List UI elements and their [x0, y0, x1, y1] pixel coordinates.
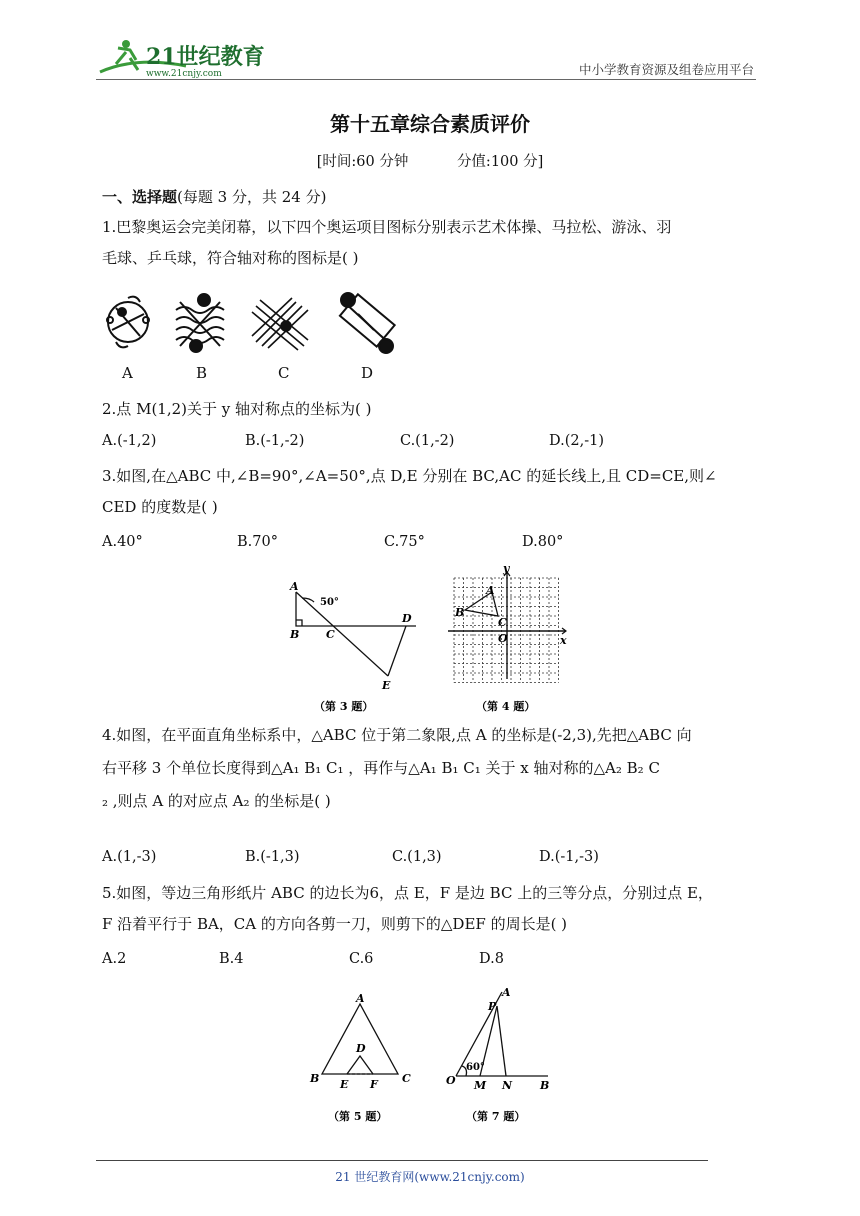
- q5-option-c: C.6: [349, 951, 374, 967]
- fig3-label-b: B: [290, 628, 300, 641]
- fig4-label-o: O: [498, 632, 508, 645]
- gymnastics-icon: [107, 297, 149, 348]
- q1-line2: 毛球、乒乓球，符合轴对称的图标是( ): [102, 249, 359, 267]
- q5-option-a: A.2: [102, 951, 127, 967]
- q4-option-a: A.(1,-3): [102, 849, 157, 865]
- q2-option-b: B.(-1,-2): [245, 433, 305, 449]
- fig5-label-d: D: [356, 1042, 366, 1055]
- q1-label-c: C: [278, 364, 290, 382]
- q3-line1: 3.如图,在△ABC 中,∠B=90°,∠A=50°,点 D,E 分别在 BC,AC 的延长线上,且 CD=CE,则∠: [102, 467, 717, 485]
- fig7-label-p: P: [488, 1000, 497, 1013]
- q4-option-b: B.(-1,3): [245, 849, 300, 865]
- q3-line2: CED 的度数是( ): [102, 498, 218, 516]
- logo-text: 21世纪教育: [146, 44, 265, 70]
- fig5-label-b: B: [310, 1072, 320, 1085]
- q5-line1: 5.如图，等边三角形纸片 ABC 的边长为6，点 E，F 是边 BC 上的三等分点，分别过点 E，: [102, 884, 713, 902]
- fig3-label-a: A: [290, 580, 299, 593]
- fig4-label-x: x: [560, 634, 567, 647]
- q2-option-d: D.(2,-1): [549, 433, 604, 449]
- q5-option-b: B.4: [219, 951, 244, 967]
- question-5: [102, 878, 760, 940]
- q1-label-a: A: [122, 364, 133, 382]
- fig5-caption: （第 5 题）: [328, 1110, 388, 1123]
- q5-option-d: D.8: [479, 951, 504, 967]
- q4-option-d: D.(-1,-3): [539, 849, 599, 865]
- section-note: (每题 3 分，共 24 分): [177, 188, 327, 206]
- q4-line2: 右平移 3 个单位长度得到△A₁ B₁ C₁ ，再作与△A₁ B₁ C₁ 关于 x 轴对称的△A₂ B₂ C: [102, 759, 660, 777]
- header-divider: [96, 79, 756, 80]
- fig4-label-b: B: [455, 606, 465, 619]
- header-platform-text: 中小学教育资源及组卷应用平台: [578, 62, 754, 77]
- figures-row-2: [300, 982, 570, 1132]
- q4-line1: 4.如图，在平面直角坐标系中，△ABC 位于第二象限,点 A 的坐标是(-2,3),先把△ABC 向: [102, 726, 692, 744]
- table-tennis-icon: [340, 293, 395, 353]
- q3-option-d: D.80°: [522, 534, 564, 550]
- section-heading: [102, 186, 326, 207]
- fig4-label-a: A: [486, 584, 495, 597]
- fig7-label-o: O: [446, 1074, 456, 1087]
- question-1: [102, 212, 760, 274]
- exam-meta: [0, 150, 860, 171]
- fig3-label-e: E: [382, 679, 391, 692]
- figures-row-1: [280, 564, 580, 714]
- q1-line1: 1.巴黎奥运会完美闭幕，以下四个奥运项目图标分别表示艺术体操、马拉松、游泳、羽: [102, 218, 672, 236]
- q1-icons: [100, 290, 410, 354]
- logo-url-text: www.21cnjy.com: [146, 69, 222, 79]
- fig7-label-a: A: [502, 986, 511, 999]
- q4-line3: ₂ ,则点 A 的对应点 A₂ 的坐标是( ): [102, 792, 331, 810]
- fig5-label-c: C: [402, 1072, 411, 1085]
- figure-5: [322, 1004, 398, 1074]
- q2-option-a: A.(-1,2): [102, 433, 157, 449]
- fig3-caption: （第 3 题）: [314, 700, 374, 713]
- marathon-icon: [176, 294, 224, 352]
- question-3: [102, 461, 760, 523]
- fig3-label-c: C: [326, 628, 335, 641]
- q5-line2: F 沿着平行于 BA，CA 的方向各剪一刀，则剪下的△DEF 的周长是( ): [102, 915, 568, 933]
- fig5-label-a: A: [356, 992, 365, 1005]
- fig7-label-m: M: [474, 1079, 487, 1092]
- figure-3: [296, 592, 416, 676]
- fig7-label-n: N: [502, 1079, 513, 1092]
- footer-divider: [96, 1160, 708, 1161]
- q3-option-c: C.75°: [384, 534, 425, 550]
- footer-text[interactable]: 21 世纪教育网(www.21cnjy.com): [335, 1170, 525, 1184]
- fig7-label-b: B: [540, 1079, 550, 1092]
- q4-option-c: C.(1,3): [392, 849, 442, 865]
- fig3-angle-label: 50°: [320, 597, 339, 608]
- exam-time: [时间:60 分钟: [316, 154, 409, 170]
- q3-option-a: A.40°: [102, 534, 143, 550]
- site-logo: [96, 36, 266, 80]
- question-4: [102, 719, 760, 818]
- fig5-label-f: F: [370, 1078, 378, 1091]
- fig5-label-e: E: [340, 1078, 349, 1091]
- fig7-caption: （第 7 题）: [466, 1110, 526, 1123]
- fig7-angle-label: 60°: [466, 1062, 485, 1073]
- fig4-label-c: C: [498, 616, 507, 629]
- q3-option-b: B.70°: [237, 534, 278, 550]
- q1-label-b: B: [196, 364, 208, 382]
- question-2: 2.点 M(1,2)关于 y 轴对称点的坐标为( ): [102, 400, 372, 418]
- section-label: 一、选择题: [102, 188, 178, 206]
- figure-4: [448, 572, 566, 683]
- q1-label-d: D: [361, 364, 374, 382]
- q2-option-c: C.(1,-2): [400, 433, 455, 449]
- page-title: 第十五章综合素质评价: [330, 112, 530, 136]
- exam-score: 分值:100 分]: [456, 154, 544, 170]
- badminton-icon: [252, 298, 308, 350]
- fig4-label-y: y: [503, 564, 510, 575]
- fig4-caption: （第 4 题）: [476, 700, 536, 713]
- fig3-label-d: D: [402, 612, 412, 625]
